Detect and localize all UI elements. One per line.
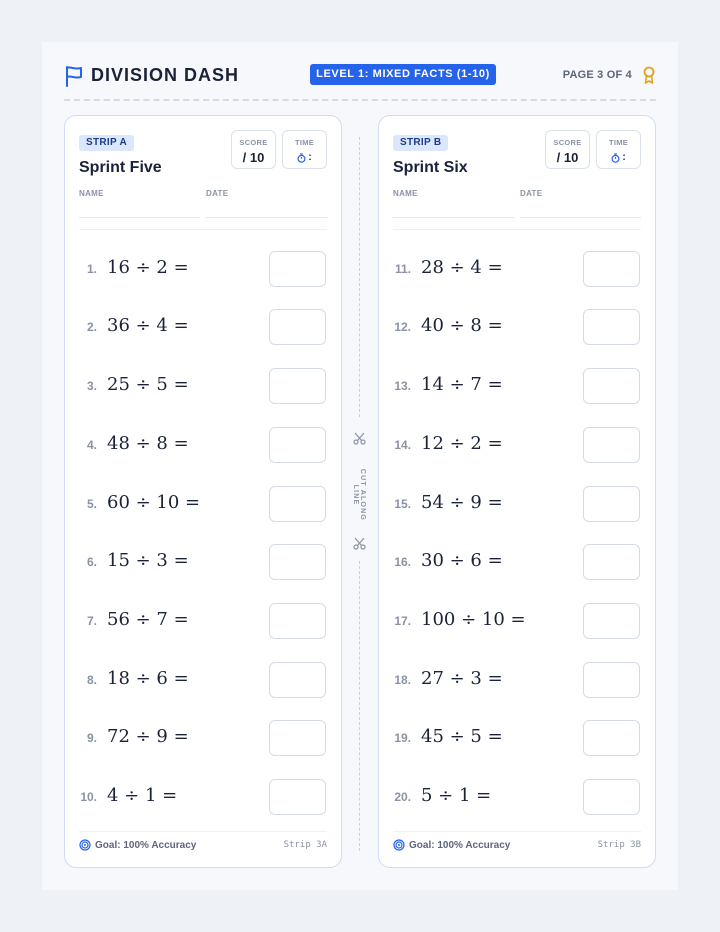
problem-number: 17. (394, 614, 411, 628)
problem-row (65, 251, 341, 287)
problem-number: 12. (394, 320, 411, 334)
score-value: / 10 (242, 150, 265, 165)
cut-line-bottom (359, 561, 360, 851)
problem-expression: 18 ÷ 6 = (107, 668, 189, 689)
problem-row (65, 662, 341, 698)
problem-row (379, 603, 655, 639)
score-label: SCORE (239, 138, 268, 147)
goal-text: Goal: 100% Accuracy (409, 839, 511, 851)
problem-expression: 72 ÷ 9 = (107, 726, 189, 747)
problem-row (65, 720, 341, 756)
strip-id: Strip 3B (597, 840, 641, 850)
divider (79, 229, 327, 230)
answer-box[interactable] (269, 309, 326, 345)
problem-expression: 56 ÷ 7 = (107, 609, 189, 630)
problem-row (65, 309, 341, 345)
problem-number: 5. (86, 497, 97, 511)
problem-row (379, 544, 655, 580)
answer-box[interactable] (269, 368, 326, 404)
problem-row (65, 427, 341, 463)
name-input-line[interactable] (393, 217, 514, 218)
name-input-line[interactable] (79, 217, 200, 218)
answer-box[interactable] (269, 486, 326, 522)
answer-box[interactable] (583, 251, 640, 287)
answer-box[interactable] (583, 603, 640, 639)
problem-expression: 28 ÷ 4 = (421, 257, 503, 278)
header-divider (64, 99, 656, 101)
time-box (282, 130, 327, 169)
goal-note (393, 839, 510, 851)
problem-number: 16. (394, 555, 411, 569)
problem-row (379, 368, 655, 404)
strip-badge: STRIP A (79, 135, 134, 151)
answer-box[interactable] (269, 427, 326, 463)
problem-row (379, 309, 655, 345)
name-field-label: NAME (393, 189, 418, 198)
problem-row (379, 720, 655, 756)
cut-along-line-label: CUT ALONG LINE (352, 468, 366, 522)
strip-badge: STRIP B (393, 135, 448, 151)
cut-line-top (359, 137, 360, 417)
problem-expression: 60 ÷ 10 = (107, 492, 201, 513)
date-input-line[interactable] (520, 217, 641, 218)
score-value: / 10 (556, 150, 579, 165)
time-value: : (308, 152, 312, 163)
problem-number: 3. (86, 379, 97, 393)
strip-title: Sprint Five (79, 159, 162, 176)
answer-box[interactable] (583, 662, 640, 698)
time-box (596, 130, 641, 169)
problem-expression: 4 ÷ 1 = (107, 785, 178, 806)
time-label: TIME (608, 138, 629, 147)
problem-number: 13. (394, 379, 411, 393)
problem-row (65, 779, 341, 815)
score-label: SCORE (553, 138, 582, 147)
problem-expression: 27 ÷ 3 = (421, 668, 503, 689)
answer-box[interactable] (269, 544, 326, 580)
date-field-label: DATE (520, 189, 543, 198)
answer-box[interactable] (583, 486, 640, 522)
problem-number: 20. (394, 790, 411, 804)
strip-id: Strip 3A (283, 840, 327, 850)
problem-number: 19. (394, 731, 411, 745)
stopwatch-icon (297, 153, 306, 163)
problem-expression: 36 ÷ 4 = (107, 315, 189, 336)
answer-box[interactable] (269, 720, 326, 756)
date-field-label: DATE (206, 189, 229, 198)
target-icon (393, 839, 405, 851)
scissors-icon (353, 432, 366, 445)
problem-number: 7. (86, 614, 97, 628)
worksheet (42, 42, 678, 890)
score-box (231, 130, 276, 169)
goal-note (79, 839, 196, 851)
answer-box[interactable] (269, 603, 326, 639)
target-icon (79, 839, 91, 851)
problem-number: 2. (86, 320, 97, 334)
problem-row (379, 251, 655, 287)
problem-expression: 16 ÷ 2 = (107, 257, 189, 278)
date-input-line[interactable] (206, 217, 327, 218)
problem-expression: 12 ÷ 2 = (421, 433, 503, 454)
answer-box[interactable] (269, 251, 326, 287)
goal-text: Goal: 100% Accuracy (95, 839, 197, 851)
problem-expression: 48 ÷ 8 = (107, 433, 189, 454)
divider (79, 831, 327, 832)
problem-expression: 54 ÷ 9 = (421, 492, 503, 513)
header (64, 62, 656, 90)
problem-row (65, 486, 341, 522)
time-label: TIME (294, 138, 315, 147)
problem-expression: 5 ÷ 1 = (421, 785, 492, 806)
problem-row (65, 603, 341, 639)
answer-box[interactable] (583, 720, 640, 756)
problem-expression: 30 ÷ 6 = (421, 550, 503, 571)
problem-row (379, 486, 655, 522)
answer-box[interactable] (583, 368, 640, 404)
problem-number: 4. (86, 438, 97, 452)
page-title: DIVISION DASH (91, 65, 240, 85)
answer-box[interactable] (583, 544, 640, 580)
name-field-label: NAME (79, 189, 104, 198)
score-box (545, 130, 590, 169)
divider (393, 831, 641, 832)
problem-row (65, 368, 341, 404)
answer-box[interactable] (269, 662, 326, 698)
problem-expression: 45 ÷ 5 = (421, 726, 503, 747)
problem-row (379, 662, 655, 698)
problem-expression: 40 ÷ 8 = (421, 315, 503, 336)
problem-row (379, 427, 655, 463)
level-badge: LEVEL 1: MIXED FACTS (1-10) (310, 64, 496, 85)
page-number: PAGE 3 OF 4 (562, 69, 632, 81)
problem-number: 10. (80, 790, 97, 804)
answer-box[interactable] (583, 779, 640, 815)
problem-number: 14. (394, 438, 411, 452)
answer-box[interactable] (583, 427, 640, 463)
problem-number: 15. (394, 497, 411, 511)
stopwatch-icon (611, 153, 620, 163)
divider (393, 229, 641, 230)
strip-title: Sprint Six (393, 159, 468, 176)
scissors-icon (353, 537, 366, 550)
problem-expression: 14 ÷ 7 = (421, 374, 503, 395)
problem-row (379, 779, 655, 815)
flag-icon (64, 65, 84, 87)
strip-a (64, 115, 342, 868)
problem-expression: 100 ÷ 10 = (421, 609, 526, 630)
problem-number: 9. (86, 731, 97, 745)
answer-box[interactable] (583, 309, 640, 345)
strip-b (378, 115, 656, 868)
time-value: : (622, 152, 626, 163)
problem-number: 8. (86, 673, 97, 687)
problem-number: 1. (86, 262, 97, 276)
answer-box[interactable] (269, 779, 326, 815)
problem-number: 6. (86, 555, 97, 569)
problem-number: 18. (394, 673, 411, 687)
problem-number: 11. (394, 262, 411, 276)
award-icon (642, 66, 656, 84)
problem-row (65, 544, 341, 580)
problem-expression: 25 ÷ 5 = (107, 374, 189, 395)
problem-expression: 15 ÷ 3 = (107, 550, 189, 571)
